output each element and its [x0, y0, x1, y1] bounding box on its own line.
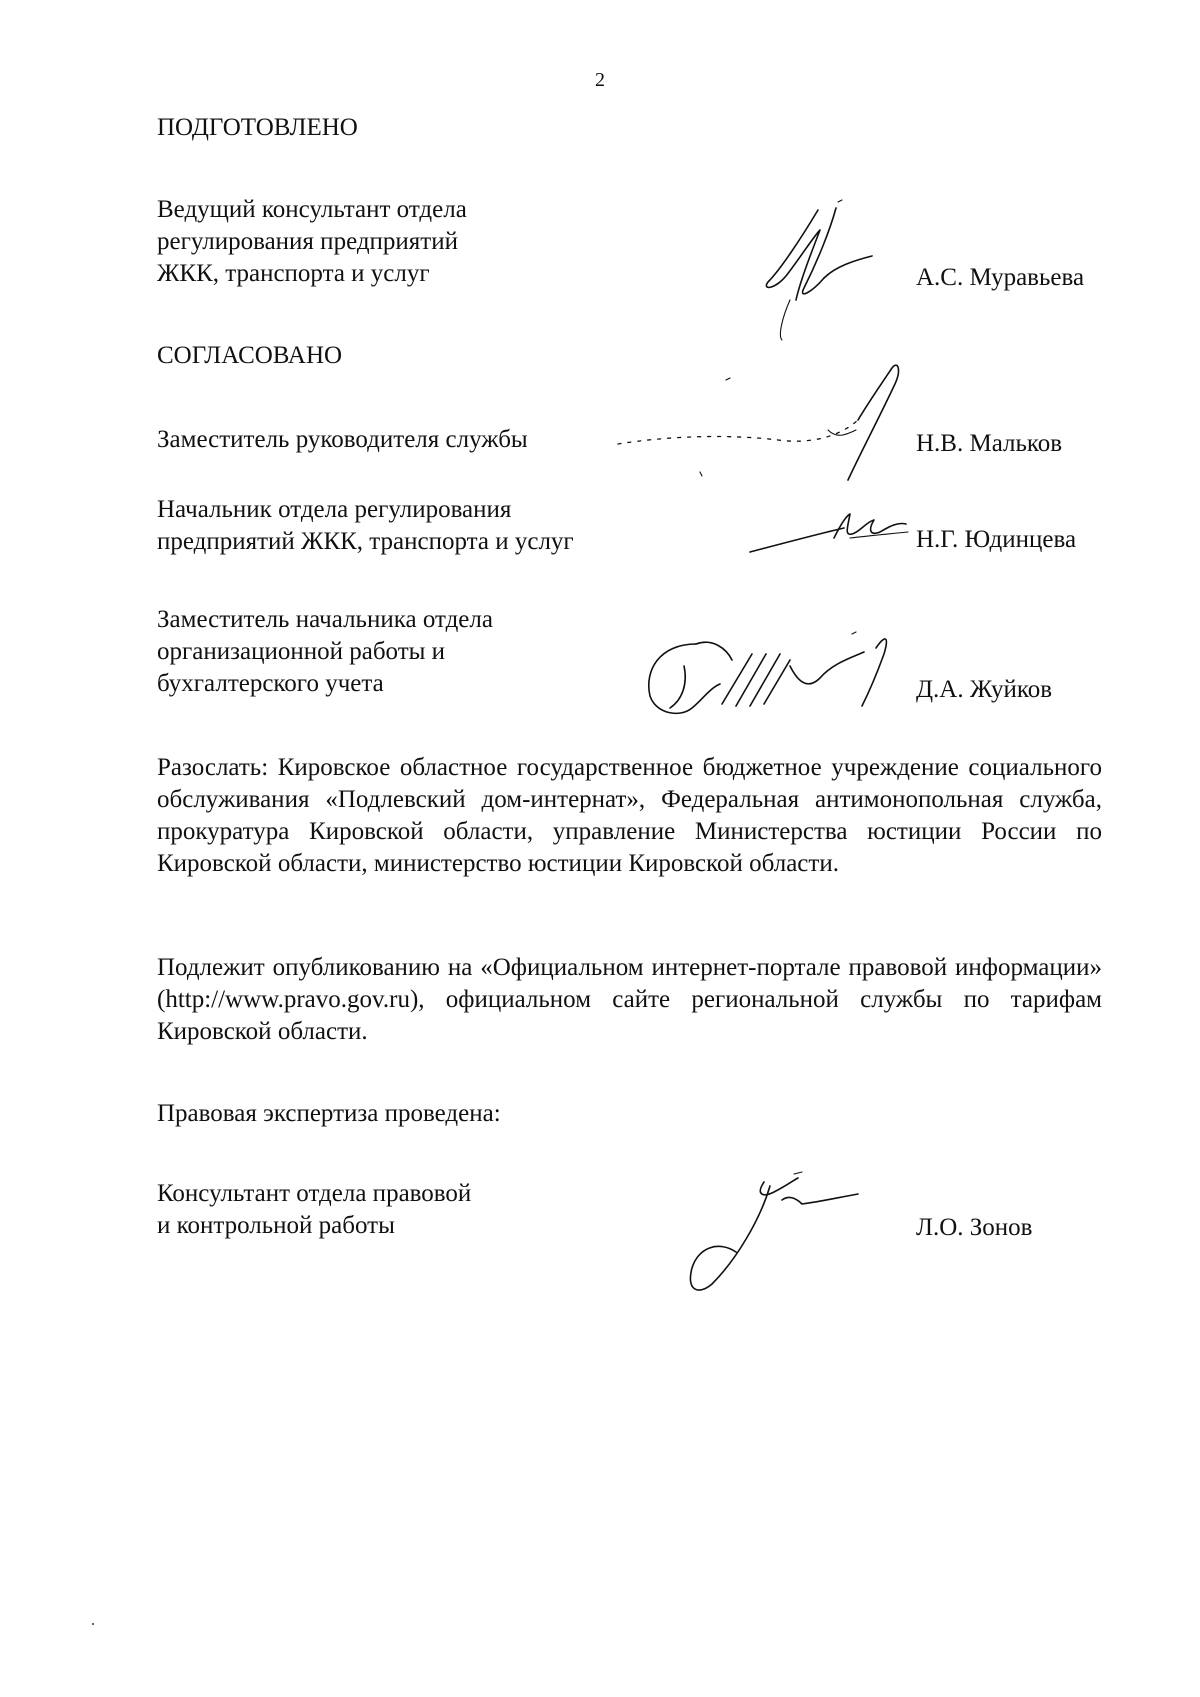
agreed-role-line: Заместитель начальника отдела [157, 606, 493, 633]
agreed-role-line: предприятий ЖКК, транспорта и услуг [157, 528, 574, 555]
signature-muravyeva [760, 200, 880, 350]
prepared-signer-name: А.С. Муравьева [916, 264, 1085, 291]
legal-role-line: и контрольной работы [157, 1212, 395, 1239]
page-number: 2 [595, 69, 605, 91]
signature-malkov [608, 360, 908, 490]
agreed-role-line: Заместитель руководителя службы [157, 426, 528, 453]
distribution-paragraph: Разослать: Кировское областное государственное бюджетное учреждение социального обслуживания «Подлевский дом-интернат», Федеральная антимонопольная служба, прокуратура Кировской области, управление Министерства юстиции России по Кировской области, министерство юстиции Кировской области. [157, 754, 1102, 877]
scan-speck [92, 1623, 94, 1625]
prepared-role-line: Ведущий консультант отдела [157, 196, 467, 223]
signature-yudintseva [748, 508, 918, 558]
agreed-signer-name: Н.В. Мальков [916, 430, 1063, 457]
agreed-role-line: Начальник отдела регулирования [157, 496, 512, 523]
prepared-role-line: регулирования предприятий [157, 228, 458, 255]
agreed-signer-name: Н.Г. Юдинцева [916, 526, 1077, 553]
agreed-signer-name: Д.А. Жуйков [916, 676, 1053, 703]
legal-role-line: Консультант отдела правовой [157, 1180, 472, 1207]
publication-paragraph: Подлежит опубликованию на «Официальном интернет-портале правовой информации» (http://www.pravo.gov.ru), официальном сайте региональной службы по тарифам Кировской области. [157, 954, 1102, 1045]
prepared-heading: ПОДГОТОВЛЕНО [157, 114, 358, 141]
agreed-heading: СОГЛАСОВАНО [157, 342, 343, 369]
legal-review-heading: Правовая экспертиза проведена: [157, 1100, 501, 1127]
agreed-role-line: организационной работы и [157, 638, 446, 665]
signature-zhuykov [640, 614, 910, 724]
prepared-role-line: ЖКК, транспорта и услуг [157, 260, 430, 287]
signature-zonov [678, 1164, 878, 1294]
agreed-role-line: бухгалтерского учета [157, 670, 384, 697]
legal-signer-name: Л.О. Зонов [916, 1214, 1033, 1241]
